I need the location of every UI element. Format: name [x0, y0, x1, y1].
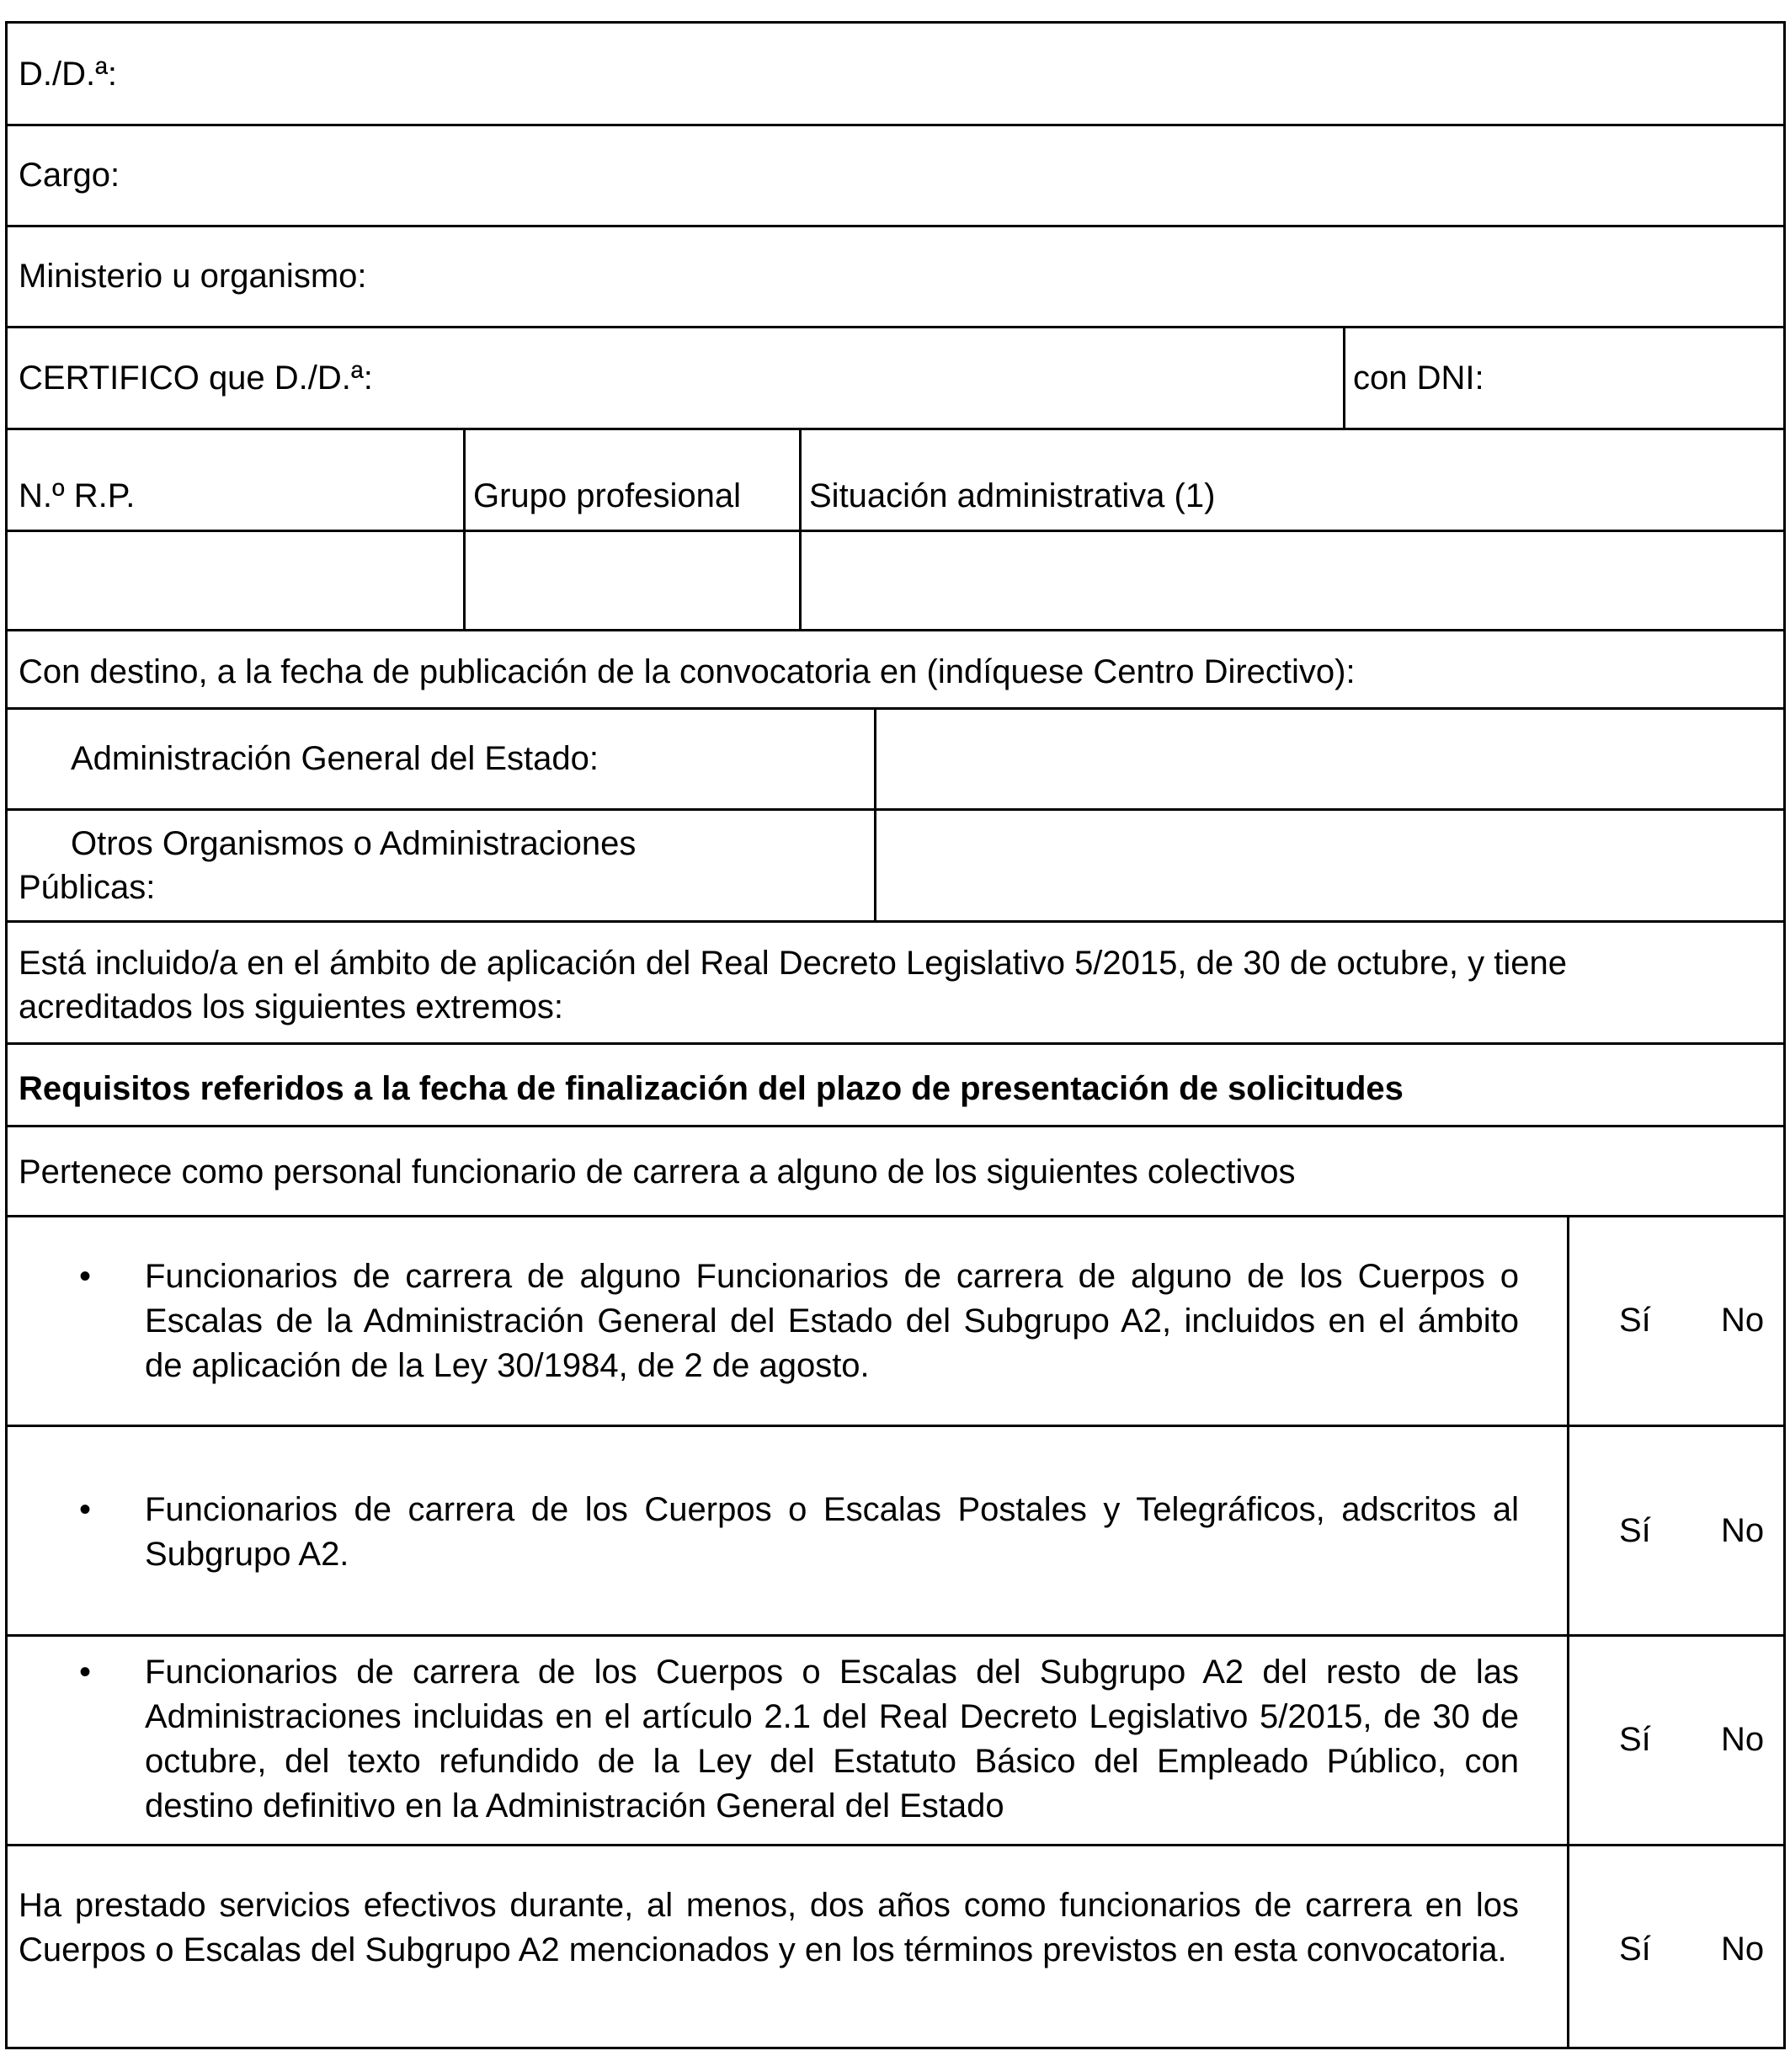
servicios-text: Ha prestado servicios efectivos durante, al menos, dos años como funcionarios de carrera en los Cuerpos o Escalas del Subgrupo A2 mencionados y en los términos previstos en esta convocatoria. [19, 1887, 1519, 1968]
divider [1567, 1217, 1569, 1425]
input-grupo[interactable] [466, 532, 799, 629]
no-option[interactable]: No [1721, 1931, 1765, 1968]
yes-option[interactable]: Sí [1619, 1302, 1651, 1339]
no-option[interactable]: No [1721, 1512, 1765, 1549]
certificate-form [5, 21, 1786, 2049]
row-item-2 [8, 1427, 1783, 1637]
yes-option[interactable]: Sí [1619, 1512, 1651, 1549]
header-nrp: N.º R.P. [19, 477, 136, 514]
ambito-line1: Está incluido/a en el ámbito de aplicación del Real Decreto Legislativo 5/2015, de 30 de octubre, y tiene [19, 945, 1567, 982]
row-table-values [8, 532, 1783, 631]
row-age [8, 710, 1783, 811]
divider [1567, 1637, 1569, 1844]
input-nrp[interactable] [8, 532, 463, 629]
row-requisitos [8, 1045, 1783, 1127]
label-ministerio: Ministerio u organismo: [19, 258, 367, 295]
row-certifico [8, 328, 1783, 430]
no-option[interactable]: No [1721, 1721, 1765, 1758]
item-text: Funcionarios de carrera de los Cuerpos o Escalas del Subgrupo A2 del resto de las Administraciones incluidas en el artículo 2.1 del Real Decreto Legislativo 5/2015, de 30 de octubre, del texto refundido de la Ley del Estatuto Básico del Empleado Público, con destino definitivo en la Administración General del Estado [145, 1654, 1519, 1824]
requisitos-title: Requisitos referidos a la fecha de finalización del plazo de presentación de solicitudes [19, 1070, 1404, 1107]
row-item-1 [8, 1217, 1783, 1427]
divider [1567, 1427, 1569, 1634]
input-situacion[interactable] [802, 532, 1783, 629]
label-age: Administración General del Estado: [71, 740, 599, 777]
input-age[interactable] [876, 710, 1783, 808]
label-otros-line2: Públicas: [19, 869, 156, 906]
row-cargo[interactable] [8, 126, 1783, 227]
row-pertenece [8, 1127, 1783, 1217]
yes-option[interactable]: Sí [1619, 1721, 1651, 1758]
header-grupo: Grupo profesional [473, 477, 741, 514]
pertenece-text: Pertenece como personal funcionario de carrera a alguno de los siguientes colectivos [19, 1153, 1296, 1190]
label-cargo: Cargo: [19, 157, 120, 194]
row-item-3 [8, 1637, 1783, 1846]
item-text: Funcionarios de carrera de alguno Funcionarios de carrera de alguno de los Cuerpos o Escalas de la Administración General del Estado del Subgrupo A2, incluidos en el ámbito de aplicación de la Ley 30/1984, de 2 de agosto. [145, 1258, 1519, 1384]
divider [1343, 328, 1345, 428]
yes-option[interactable]: Sí [1619, 1931, 1651, 1968]
row-servicios [8, 1846, 1783, 2047]
label-certifico: CERTIFICO que D./D.ª: [19, 360, 373, 397]
divider [1567, 1846, 1569, 2047]
row-destino-heading [8, 631, 1783, 710]
input-otros[interactable] [876, 811, 1783, 920]
bullet-icon: • [79, 1258, 92, 1295]
bullet-icon: • [79, 1654, 92, 1691]
ambito-line2: acreditados los siguientes extremos: [19, 988, 563, 1025]
label-dni: con DNI: [1353, 360, 1484, 397]
row-table-headers [8, 430, 1783, 532]
bullet-icon: • [79, 1491, 92, 1528]
row-dd[interactable] [8, 24, 1783, 126]
row-ambito [8, 923, 1783, 1045]
label-dd: D./D.ª: [19, 56, 118, 93]
no-option[interactable]: No [1721, 1302, 1765, 1339]
item-text: Funcionarios de carrera de los Cuerpos o Escalas Postales y Telegráficos, adscritos al Subgrupo A2. [145, 1491, 1519, 1573]
label-otros-line1: Otros Organismos o Administraciones [71, 825, 637, 862]
divider [799, 430, 802, 530]
divider [463, 430, 466, 530]
destino-heading: Con destino, a la fecha de publicación de la convocatoria en (indíquese Centro Directivo): [19, 653, 1356, 690]
header-situacion: Situación administrativa (1) [809, 477, 1216, 514]
row-otros [8, 811, 1783, 923]
row-ministerio[interactable] [8, 227, 1783, 328]
